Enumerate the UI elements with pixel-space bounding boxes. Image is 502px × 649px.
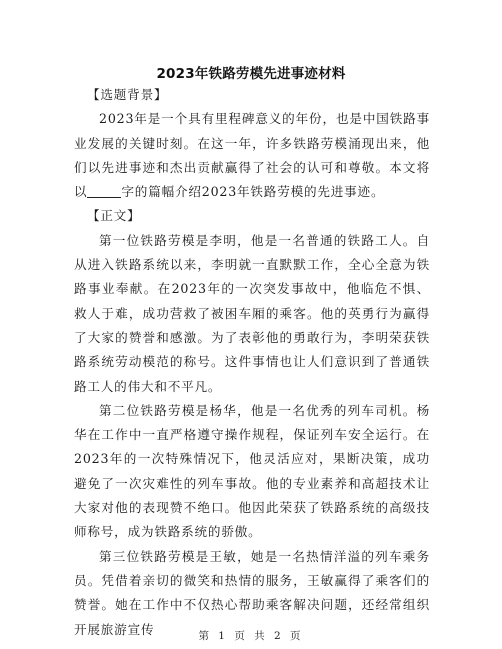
page-footer: 第 1 页 共 2 页 bbox=[198, 630, 304, 642]
main-paragraph-1: 第一位铁路劳模是李明，他是一名普通的铁路工人。自从进入铁路系统以来，李明就一直默默工作，全心全意为铁路事业奉献。在2023年的一次突发事故中，他临危不惧、救人于难，成功营救了被困车厢的乘客。他的英勇行为赢得了大家的赞誉和感激。为了表彰他的勇敢行为，李明荣获铁路系统劳动模范的称号。这件事情也让人们意识到了普通铁路工人的伟大和不平凡。 bbox=[74, 232, 430, 394]
background-paragraph bbox=[74, 107, 430, 204]
main-paragraph-2: 第二位铁路劳模是杨华，他是一名优秀的列车司机。杨华在工作中一直严格遵守操作规程，保证列车安全运行。在2023年的一次特殊情况下，他灵活应对，果断决策，成功避免了一次灾难性的列车事故。他的专业素养和高超技术让大家对他的表现赞不绝口。他因此荣获了铁路系统的高级技师称号，成为铁路系统的骄傲。 bbox=[74, 402, 430, 540]
background-text-before-blank: 2023年是一个具有里程碑意义的年份，也是中国铁路事业发展的关键时刻。在这一年，许多铁路劳模涌现出来，他们以先进事迹和杰出贡献赢得了社会的认可和尊敬。本文将以 bbox=[74, 111, 430, 200]
document-body bbox=[74, 83, 430, 642]
section-heading-background: 【选题背景】 bbox=[87, 87, 168, 102]
fill-in-blank bbox=[87, 185, 121, 198]
background-text-after-blank: 字的篇幅介绍2023年铁路劳模的先进事迹。 bbox=[121, 184, 385, 200]
section-heading-main: 【正文】 bbox=[87, 208, 141, 224]
document-title: 2023年铁路劳模先进事迹材料 bbox=[156, 66, 346, 82]
main-paragraph-3: 第三位铁路劳模是王敏，她是一名热情洋溢的列车乘务员。凭借着亲切的微笑和热情的服务，王敏赢得了乘客们的赞誉。她在工作中不仅热心帮助乘客解决问题，还经常组织开展旅游宣传 bbox=[74, 548, 430, 637]
